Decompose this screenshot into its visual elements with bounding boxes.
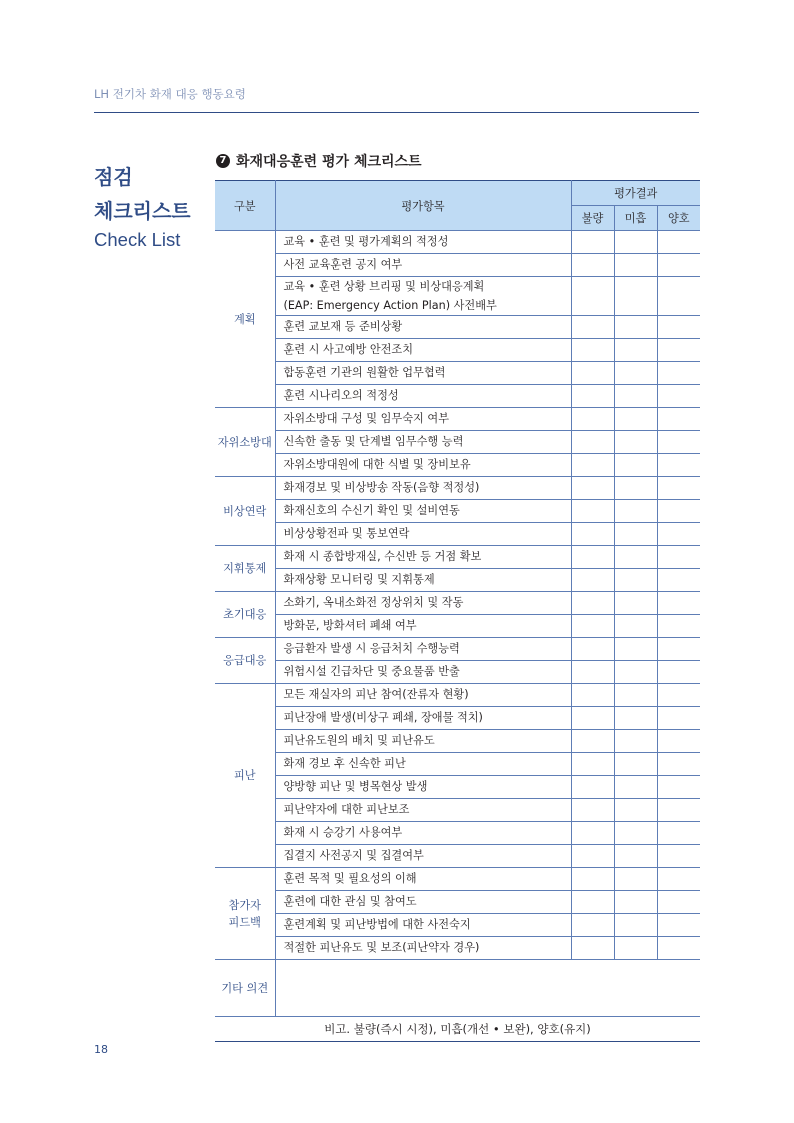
note-row: [215, 1017, 700, 1042]
result-cell-good[interactable]: [657, 799, 700, 822]
result-cell-poor[interactable]: [571, 316, 614, 339]
result-cell-insufficient[interactable]: [614, 231, 657, 254]
result-cell-insufficient[interactable]: [614, 891, 657, 914]
result-cell-good[interactable]: [657, 730, 700, 753]
result-cell-insufficient[interactable]: [614, 454, 657, 477]
result-cell-good[interactable]: [657, 431, 700, 454]
result-cell-poor[interactable]: [571, 277, 614, 316]
header-result-insufficient: 미흡: [614, 206, 657, 231]
evaluation-item: 훈련계획 및 피난방법에 대한 사전숙지: [275, 914, 571, 937]
result-cell-good[interactable]: [657, 385, 700, 408]
table-row: [215, 477, 700, 500]
category-cell: 계획: [215, 231, 275, 408]
result-cell-good[interactable]: [657, 891, 700, 914]
evaluation-item: 훈련 시 사고예방 안전조치: [275, 339, 571, 362]
result-cell-insufficient[interactable]: [614, 822, 657, 845]
table-row: [215, 231, 700, 254]
result-cell-poor[interactable]: [571, 914, 614, 937]
result-cell-poor[interactable]: [571, 477, 614, 500]
result-cell-poor[interactable]: [571, 868, 614, 891]
category-cell: 자위소방대: [215, 408, 275, 477]
result-cell-good[interactable]: [657, 684, 700, 707]
table-row: [215, 914, 700, 937]
evaluation-item: 적절한 피난유도 및 보조(피난약자 경우): [275, 937, 571, 960]
evaluation-item: 응급환자 발생 시 응급처치 수행능력: [275, 638, 571, 661]
result-cell-insufficient[interactable]: [614, 684, 657, 707]
table-row: [215, 937, 700, 960]
evaluation-item: 화재상황 모니터링 및 지휘통제: [275, 569, 571, 592]
table-row: [215, 776, 700, 799]
evaluation-item: 훈련 시나리오의 적정성: [275, 385, 571, 408]
result-cell-insufficient[interactable]: [614, 408, 657, 431]
result-cell-poor[interactable]: [571, 431, 614, 454]
table-row: [215, 408, 700, 431]
table-row: [215, 615, 700, 638]
result-cell-insufficient[interactable]: [614, 615, 657, 638]
evaluation-item: 화재경보 및 비상방송 작동(음향 적정성): [275, 477, 571, 500]
table-row: [215, 638, 700, 661]
result-cell-insufficient[interactable]: [614, 431, 657, 454]
evaluation-item: 자위소방대원에 대한 식별 및 장비보유: [275, 454, 571, 477]
evaluation-item: 화재 시 승강기 사용여부: [275, 822, 571, 845]
result-cell-good[interactable]: [657, 868, 700, 891]
result-cell-poor[interactable]: [571, 362, 614, 385]
result-cell-insufficient[interactable]: [614, 730, 657, 753]
evaluation-item: 소화기, 옥내소화전 정상위치 및 작동: [275, 592, 571, 615]
result-cell-good[interactable]: [657, 615, 700, 638]
table-row: [215, 707, 700, 730]
result-cell-good[interactable]: [657, 822, 700, 845]
result-cell-insufficient[interactable]: [614, 339, 657, 362]
result-cell-poor[interactable]: [571, 385, 614, 408]
header-evaluation-item: 평가항목: [275, 181, 571, 231]
evaluation-item: 피난유도원의 배치 및 피난유도: [275, 730, 571, 753]
result-cell-poor[interactable]: [571, 523, 614, 546]
table-row: [215, 730, 700, 753]
table-row: [215, 431, 700, 454]
side-title-english: Check List: [94, 229, 181, 250]
evaluation-item: 훈련 교보재 등 준비상황: [275, 316, 571, 339]
result-cell-insufficient[interactable]: [614, 500, 657, 523]
table-note: 비고. 불량(즉시 시정), 미흡(개선 • 보완), 양호(유지): [215, 1017, 700, 1042]
evaluation-item: 신속한 출동 및 단계별 임무수행 능력: [275, 431, 571, 454]
side-title: [94, 160, 191, 252]
result-cell-insufficient[interactable]: [614, 776, 657, 799]
evaluation-item: 교육 • 훈련 상황 브리핑 및 비상대응계획 (EAP: Emergency Action Plan) 사전배부: [275, 277, 571, 316]
result-cell-good[interactable]: [657, 546, 700, 569]
header-evaluation-result: 평가결과: [571, 181, 700, 206]
result-cell-insufficient[interactable]: [614, 845, 657, 868]
result-cell-insufficient[interactable]: [614, 477, 657, 500]
checklist-table: [215, 180, 700, 1042]
evaluation-item: 훈련 목적 및 필요성의 이해: [275, 868, 571, 891]
result-cell-poor[interactable]: [571, 684, 614, 707]
result-cell-poor[interactable]: [571, 546, 614, 569]
result-cell-insufficient[interactable]: [614, 799, 657, 822]
evaluation-item: 집결지 사전공지 및 집결여부: [275, 845, 571, 868]
table-row: [215, 592, 700, 615]
category-cell: 응급대응: [215, 638, 275, 684]
table-row: [215, 454, 700, 477]
result-cell-poor[interactable]: [571, 937, 614, 960]
table-row: [215, 868, 700, 891]
result-cell-good[interactable]: [657, 477, 700, 500]
result-cell-insufficient[interactable]: [614, 661, 657, 684]
category-cell: 피난: [215, 684, 275, 868]
table-row: [215, 799, 700, 822]
table-row: [215, 546, 700, 569]
evaluation-item: 화재신호의 수신기 확인 및 설비연동: [275, 500, 571, 523]
result-cell-insufficient[interactable]: [614, 753, 657, 776]
result-cell-insufficient[interactable]: [614, 914, 657, 937]
category-cell: 초기대응: [215, 592, 275, 638]
result-cell-good[interactable]: [657, 776, 700, 799]
result-cell-good[interactable]: [657, 316, 700, 339]
result-cell-insufficient[interactable]: [614, 707, 657, 730]
result-cell-good[interactable]: [657, 454, 700, 477]
result-cell-good[interactable]: [657, 638, 700, 661]
evaluation-item: 피난장애 발생(비상구 폐쇄, 장애물 적치): [275, 707, 571, 730]
evaluation-item: 화재 경보 후 신속한 피난: [275, 753, 571, 776]
evaluation-item: 훈련에 대한 관심 및 참여도: [275, 891, 571, 914]
result-cell-good[interactable]: [657, 661, 700, 684]
result-cell-poor[interactable]: [571, 254, 614, 277]
result-cell-good[interactable]: [657, 362, 700, 385]
result-cell-insufficient[interactable]: [614, 638, 657, 661]
result-cell-poor[interactable]: [571, 891, 614, 914]
table-row: [215, 845, 700, 868]
result-cell-good[interactable]: [657, 408, 700, 431]
side-title-line1: 점검: [94, 165, 133, 189]
result-cell-good[interactable]: [657, 569, 700, 592]
table-row: [215, 523, 700, 546]
table-row: [215, 753, 700, 776]
result-cell-insufficient[interactable]: [614, 362, 657, 385]
table-row: [215, 500, 700, 523]
table-row: [215, 339, 700, 362]
section-title: [216, 151, 422, 171]
result-cell-poor[interactable]: [571, 776, 614, 799]
result-cell-poor[interactable]: [571, 569, 614, 592]
header-result-good: 양호: [657, 206, 700, 231]
table-row: [215, 569, 700, 592]
result-cell-poor[interactable]: [571, 500, 614, 523]
result-cell-good[interactable]: [657, 277, 700, 316]
result-cell-insufficient[interactable]: [614, 546, 657, 569]
result-cell-poor[interactable]: [571, 661, 614, 684]
result-cell-poor[interactable]: [571, 822, 614, 845]
header-category: 구분: [215, 181, 275, 231]
evaluation-item: 사전 교육훈련 공지 여부: [275, 254, 571, 277]
result-cell-good[interactable]: [657, 845, 700, 868]
result-cell-poor[interactable]: [571, 408, 614, 431]
evaluation-item: 피난약자에 대한 피난보조: [275, 799, 571, 822]
section-title-text: 화재대응훈련 평가 체크리스트: [236, 154, 422, 170]
result-cell-insufficient[interactable]: [614, 277, 657, 316]
category-cell: 비상연락: [215, 477, 275, 546]
result-cell-good[interactable]: [657, 523, 700, 546]
result-cell-insufficient[interactable]: [614, 868, 657, 891]
result-cell-poor[interactable]: [571, 615, 614, 638]
table-row: [215, 254, 700, 277]
table-row: [215, 277, 700, 316]
result-cell-insufficient[interactable]: [614, 937, 657, 960]
evaluation-item: 위험시설 긴급차단 및 중요물품 반출: [275, 661, 571, 684]
evaluation-item: 모든 재실자의 피난 참여(잔류자 현황): [275, 684, 571, 707]
table-row: [215, 891, 700, 914]
other-opinion-field[interactable]: [275, 960, 700, 1017]
result-cell-good[interactable]: [657, 231, 700, 254]
result-cell-good[interactable]: [657, 707, 700, 730]
result-cell-poor[interactable]: [571, 707, 614, 730]
result-cell-poor[interactable]: [571, 592, 614, 615]
table-row: [215, 362, 700, 385]
result-cell-poor[interactable]: [571, 454, 614, 477]
evaluation-item: 합동훈련 기관의 원활한 업무협력: [275, 362, 571, 385]
result-cell-good[interactable]: [657, 500, 700, 523]
header-result-poor: 불량: [571, 206, 614, 231]
result-cell-poor[interactable]: [571, 339, 614, 362]
result-cell-good[interactable]: [657, 753, 700, 776]
result-cell-poor[interactable]: [571, 753, 614, 776]
evaluation-item: 교육 • 훈련 및 평가계획의 적정성: [275, 231, 571, 254]
result-cell-insufficient[interactable]: [614, 254, 657, 277]
other-opinion-label: 기타 의견: [215, 960, 275, 1017]
evaluation-item: 방화문, 방화셔터 폐쇄 여부: [275, 615, 571, 638]
running-header: LH 전기차 화재 대응 행동요령: [94, 87, 246, 101]
other-opinion-row: [215, 960, 700, 1017]
table-row: [215, 385, 700, 408]
evaluation-item: 비상상황전파 및 통보연락: [275, 523, 571, 546]
result-cell-good[interactable]: [657, 339, 700, 362]
table-row: [215, 661, 700, 684]
result-cell-insufficient[interactable]: [614, 569, 657, 592]
result-cell-poor[interactable]: [571, 799, 614, 822]
result-cell-poor[interactable]: [571, 730, 614, 753]
result-cell-insufficient[interactable]: [614, 523, 657, 546]
table-row: [215, 684, 700, 707]
category-cell: 참가자 피드백: [215, 868, 275, 960]
evaluation-item: 자위소방대 구성 및 임무숙지 여부: [275, 408, 571, 431]
header-divider: [94, 112, 699, 113]
table-row: [215, 822, 700, 845]
category-cell: 지휘통제: [215, 546, 275, 592]
side-title-line2: 체크리스트: [94, 199, 191, 223]
result-cell-good[interactable]: [657, 914, 700, 937]
result-cell-poor[interactable]: [571, 231, 614, 254]
result-cell-poor[interactable]: [571, 845, 614, 868]
evaluation-item: 화재 시 종합방재실, 수신반 등 거점 확보: [275, 546, 571, 569]
page-number: 18: [94, 1043, 108, 1056]
section-number-badge: 7: [216, 154, 230, 168]
table-row: [215, 316, 700, 339]
result-cell-insufficient[interactable]: [614, 316, 657, 339]
result-cell-good[interactable]: [657, 937, 700, 960]
result-cell-good[interactable]: [657, 592, 700, 615]
evaluation-item: 양방향 피난 및 병목현상 발생: [275, 776, 571, 799]
result-cell-insufficient[interactable]: [614, 592, 657, 615]
result-cell-poor[interactable]: [571, 638, 614, 661]
result-cell-insufficient[interactable]: [614, 385, 657, 408]
result-cell-good[interactable]: [657, 254, 700, 277]
